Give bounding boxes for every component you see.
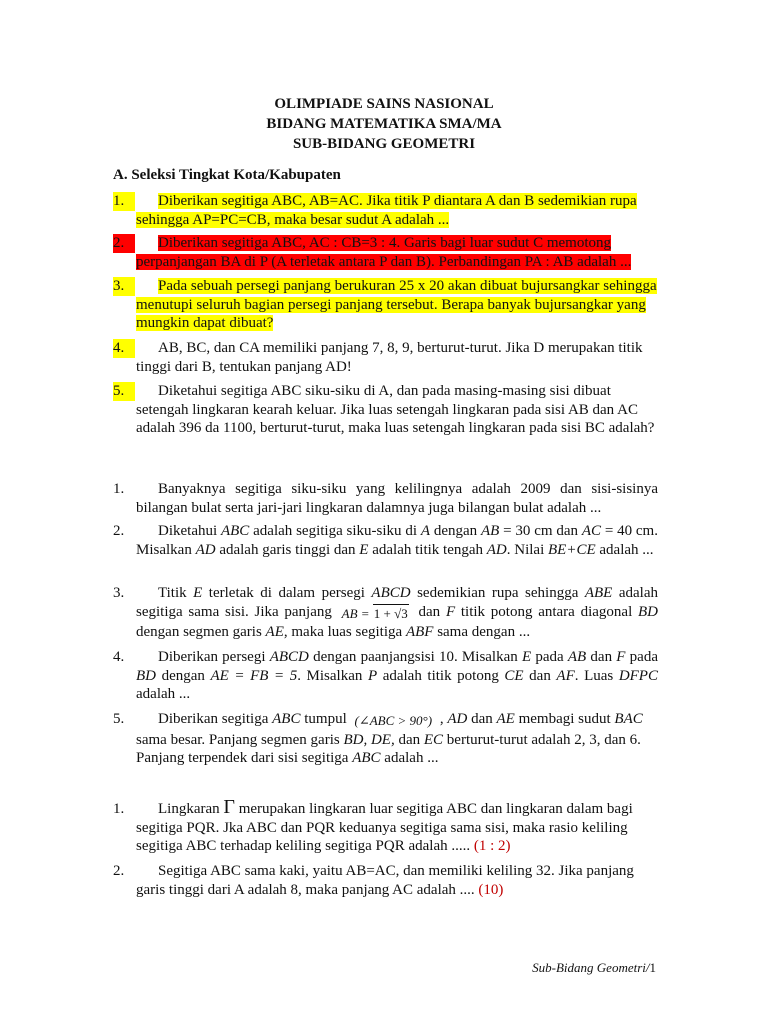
header-subfield: SUB-BIDANG GEOMETRI bbox=[292, 136, 476, 152]
text-run: , bbox=[436, 711, 448, 727]
text-run: , maka luas segitiga bbox=[283, 624, 406, 640]
math-term: BAC bbox=[614, 711, 643, 727]
math-term: BD bbox=[638, 603, 658, 620]
math-term: AB bbox=[480, 523, 500, 539]
math-term: AC bbox=[581, 523, 601, 539]
text-run: dan bbox=[412, 603, 446, 620]
text-run: adalah titik tengah bbox=[368, 541, 487, 558]
text-run: Diberikan segitiga bbox=[158, 711, 273, 727]
answer-key: (1 : 2) bbox=[473, 838, 511, 854]
formula-angle: (∠ABC > 90°) bbox=[354, 713, 433, 728]
footer-label: Sub-Bidang Geometri/ bbox=[532, 960, 650, 975]
page-footer bbox=[532, 960, 656, 976]
text-run: . Luas bbox=[574, 667, 619, 684]
group2-item-1 bbox=[113, 480, 658, 517]
text-run: sama besar. Panjang segmen garis bbox=[136, 731, 344, 748]
math-term: BE+CE bbox=[548, 541, 596, 558]
group2-item-5 bbox=[113, 710, 658, 768]
math-term: ABC bbox=[220, 523, 250, 539]
item-number: 4. bbox=[113, 339, 135, 358]
group3-item-1 bbox=[113, 796, 658, 856]
math-term: BD bbox=[136, 667, 156, 684]
text-run: . Misalkan bbox=[297, 667, 368, 684]
group1-item-3 bbox=[113, 277, 658, 333]
item-number: 1. bbox=[113, 481, 125, 497]
text-run: berturut-turut adalah 2, 3, dan 6. Panjang terpendek dari sisi segitiga bbox=[136, 731, 641, 766]
text-run: adalah ... bbox=[595, 541, 654, 558]
section-a-title: A. Seleksi Tingkat Kota/Kabupaten bbox=[113, 167, 341, 183]
item-number: 3. bbox=[113, 585, 125, 601]
text-run: Lingkaran bbox=[158, 801, 224, 817]
math-term: F bbox=[616, 649, 626, 665]
text-run: pada bbox=[531, 649, 568, 665]
math-term: E bbox=[521, 649, 532, 665]
math-term: A bbox=[420, 523, 431, 539]
item-number: 5. bbox=[113, 711, 125, 727]
math-term: CE bbox=[504, 667, 524, 684]
math-term: E bbox=[193, 585, 203, 601]
math-term: ABC bbox=[352, 750, 381, 766]
item-text: Banyaknya segitiga siku-siku yang kelilingnya adalah 2009 dan sisi-sisinya bilangan bulat serta jari-jari lingkaran dalamnya juga bilangan bulat adalah ... bbox=[136, 481, 658, 516]
formula-sqrt: 1 + √3 bbox=[373, 604, 409, 624]
item-text: AB, BC, dan CA memiliki panjang 7, 8, 9, berturut-turut. Jika D merupakan titik tinggi dari B, tentukan panjang AD! bbox=[136, 340, 643, 375]
group1-item-4 bbox=[113, 339, 658, 376]
math-term: AB bbox=[567, 649, 587, 665]
text-run: dan bbox=[467, 711, 497, 727]
item-text: Pada sebuah persegi panjang berukuran 25 x 20 akan dibuat bujursangkar sehingga menutupi seluruh bagian persegi panjang tersebut. Berapa banyak bujursangkar yang mungkin dapat dibuat? bbox=[136, 278, 657, 331]
text-run: tumpul bbox=[300, 711, 351, 727]
text-run: adalah segitiga siku-siku di bbox=[249, 523, 421, 539]
formula-lhs: AB = bbox=[341, 605, 370, 621]
math-term: DFPC bbox=[618, 667, 658, 684]
math-term: AE bbox=[496, 711, 515, 727]
math-term: AD bbox=[195, 541, 216, 558]
answer-key: (10) bbox=[478, 881, 504, 898]
math-term: AD bbox=[447, 711, 468, 727]
formula-ab bbox=[338, 604, 413, 624]
item-number: 4. bbox=[113, 649, 125, 665]
group2-item-2 bbox=[113, 522, 658, 559]
text-run: Titik bbox=[158, 585, 194, 601]
item-text: Diketahui segitiga ABC siku-siku di A, dan pada masing-masing sisi dibuat setengah lingkaran kearah keluar. Jika luas setengah lingkaran pada sisi AB dan AC adalah 396 da 1100, berturut-turut, maka luas setengah lingkaran pada sisi BC adalah? bbox=[136, 383, 655, 436]
text-run: = 40 cm. Misalkan bbox=[136, 523, 658, 558]
item-number: 2. bbox=[113, 863, 125, 879]
math-term: ABCD bbox=[371, 585, 411, 601]
text-run: dengan segmen garis bbox=[136, 624, 266, 640]
gamma-symbol: Γ bbox=[223, 796, 235, 818]
item-number: 1. bbox=[113, 801, 125, 817]
text-run: . Nilai bbox=[506, 541, 549, 558]
text-run: sedemikian rupa sehingga bbox=[410, 585, 585, 601]
group1-item-2 bbox=[113, 234, 658, 271]
text-run: = 30 cm dan bbox=[499, 523, 582, 539]
text-run: dengan paanjangsisi 10. Misalkan bbox=[308, 649, 522, 665]
text-run: adalah ... bbox=[136, 686, 191, 702]
math-term: AF bbox=[556, 667, 575, 684]
group1-item-1 bbox=[113, 192, 658, 229]
math-term: BD, DE, bbox=[343, 731, 395, 748]
group1-item-5 bbox=[113, 382, 658, 438]
math-term: ABF bbox=[405, 624, 434, 640]
text-run: dan bbox=[586, 649, 617, 665]
header-subject: BIDANG MATEMATIKA SMA/MA bbox=[266, 116, 502, 132]
item-number: 2. bbox=[113, 234, 135, 253]
text-run: Diketahui bbox=[158, 523, 221, 539]
text-run: merupakan lingkaran luar segitiga ABC dan lingkaran dalam bagi segitiga PQR. Jka ABC dan PQR keduanya segitiga sama sisi, maka rasio keliling segitiga ABC terhadap keliling segitiga PQR adalah ..... bbox=[136, 801, 633, 854]
text-run: Diberikan persegi bbox=[158, 649, 270, 665]
text-run: adalah titik potong bbox=[377, 667, 505, 684]
text-run: Segitiga ABC sama kaki, yaitu AB=AC, dan memiliki keliling 32. Jika panjang garis tinggi dari A adalah 8, maka panjang AC adalah .... bbox=[136, 863, 634, 898]
item-number: 3. bbox=[113, 277, 135, 296]
group2-item-3 bbox=[113, 584, 658, 642]
item-number: 5. bbox=[113, 382, 135, 401]
item-text: Diberikan segitiga ABC, AC : CB=3 : 4. Garis bagi luar sudut C memotong perpanjangan BA di P (A terletak antara P dan B). Perbandingan PA : AB adalah ... bbox=[136, 235, 632, 270]
document-header bbox=[0, 94, 768, 154]
math-term: AE bbox=[265, 624, 284, 640]
text-run: dan bbox=[394, 731, 424, 748]
math-term: ABC bbox=[272, 711, 301, 727]
text-run: adalah segitiga sama sisi. Jika panjang bbox=[136, 585, 658, 620]
text-run: dan bbox=[523, 667, 557, 684]
page-number: 1 bbox=[649, 960, 656, 975]
math-term: F bbox=[445, 603, 456, 620]
text-run: adalah garis tinggi dan bbox=[215, 541, 360, 558]
math-term: ABE bbox=[584, 585, 613, 601]
text-run: membagi sudut bbox=[514, 711, 615, 727]
math-term: AD bbox=[486, 541, 507, 558]
header-title: OLIMPIADE SAINS NASIONAL bbox=[274, 96, 494, 112]
math-term: P bbox=[367, 667, 378, 684]
item-number: 1. bbox=[113, 192, 135, 211]
math-term: EC bbox=[423, 731, 444, 748]
text-run: dengan bbox=[430, 523, 481, 539]
text-run: terletak di dalam persegi bbox=[202, 585, 372, 601]
text-run: sama dengan ... bbox=[433, 624, 531, 640]
math-term: ABCD bbox=[269, 649, 309, 665]
text-run: titik potong antara diagonal bbox=[455, 603, 638, 620]
text-run: adalah ... bbox=[380, 750, 439, 766]
text-run: pada bbox=[625, 649, 658, 665]
group3-item-2 bbox=[113, 862, 658, 899]
item-text: Diberikan segitiga ABC, AB=AC. Jika titik P diantara A dan B sedemikian rupa sehingga AP=PC=CB, maka besar sudut A adalah ... bbox=[136, 193, 637, 228]
group2-item-4 bbox=[113, 648, 658, 704]
item-number: 2. bbox=[113, 523, 125, 539]
math-term: AE = FB = 5 bbox=[210, 667, 298, 684]
text-run: dengan bbox=[156, 667, 211, 684]
math-term: E bbox=[359, 541, 369, 558]
